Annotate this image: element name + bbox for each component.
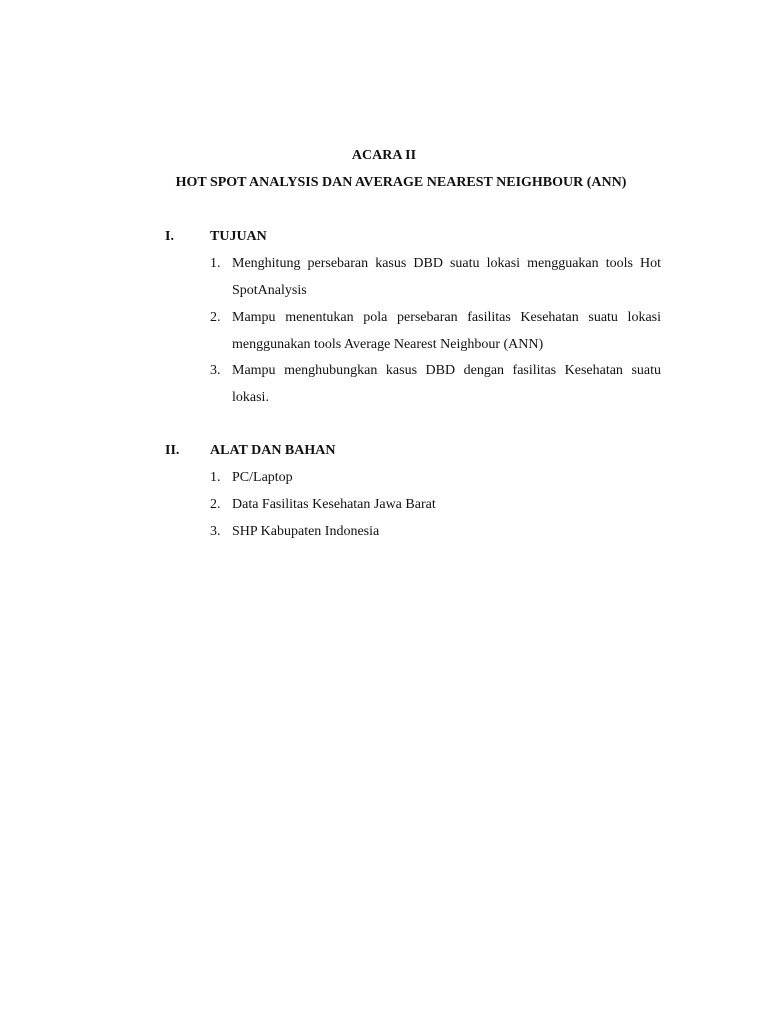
list-item-text: Mampu menentukan pola persebaran fasilitas Kesehatan suatu lokasi menggunakan tools Average Nearest Neighbour (ANN) — [232, 310, 661, 352]
list-item-number: 1. — [210, 256, 221, 271]
section-number: II. — [165, 443, 180, 458]
document-title: ACARA II — [351, 148, 417, 163]
list-item-number: 2. — [210, 497, 221, 512]
list-item-text: Menghitung persebaran kasus DBD suatu lokasi mengguakan tools Hot SpotAnalysis — [232, 256, 661, 298]
list-item-text: SHP Kabupaten Indonesia — [232, 524, 380, 539]
list-item-text: PC/Laptop — [232, 470, 293, 485]
list-item-number: 2. — [210, 310, 221, 325]
list-item-number: 3. — [210, 363, 221, 378]
list-item-text: Data Fasilitas Kesehatan Jawa Barat — [232, 497, 436, 512]
list-item-number: 1. — [210, 470, 221, 485]
document-subtitle: HOT SPOT ANALYSIS DAN AVERAGE NEAREST NEIGHBOUR (ANN) — [175, 175, 627, 190]
section-title: TUJUAN — [210, 229, 267, 244]
section-number: I. — [165, 229, 174, 244]
list-item-text: Mampu menghubungkan kasus DBD dengan fasilitas Kesehatan suatu lokasi. — [232, 363, 661, 405]
section-title: ALAT DAN BAHAN — [210, 443, 336, 458]
list-item-number: 3. — [210, 524, 221, 539]
